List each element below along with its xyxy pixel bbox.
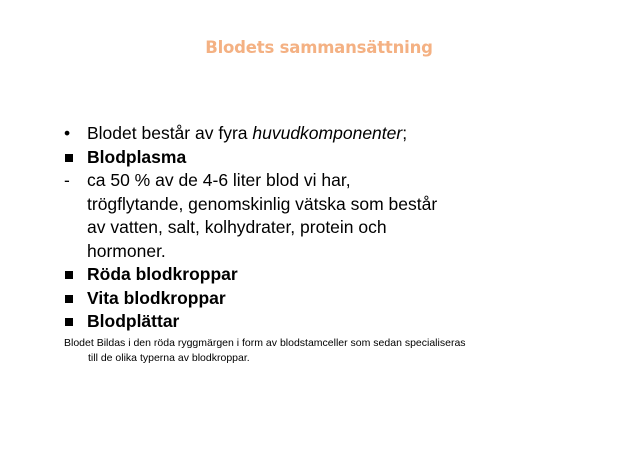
footnote: Blodet Bildas i den röda ryggmärgen i form av blodstamceller som sedan specialiseras till de olika typerna av blodkroppar. xyxy=(64,336,466,364)
dash-marker: - xyxy=(64,170,70,190)
intro-text xyxy=(64,122,604,146)
intro-lead: Blodet består av fyra xyxy=(87,123,253,143)
intro-trail: ; xyxy=(402,123,408,143)
square-bullet-icon xyxy=(65,271,73,279)
plasma-description-text: ca 50 % av de 4-6 liter blod vi har, trögflytande, genomskinlig vätska som består av vatten, salt, kolhydrater, protein och hormoner. xyxy=(87,170,438,261)
slide-body xyxy=(64,122,604,366)
square-bullet-icon xyxy=(65,154,73,162)
square-bullet-icon xyxy=(65,295,73,303)
list-item-platelets xyxy=(64,310,604,334)
list-item-label: Vita blodkroppar xyxy=(87,287,226,308)
intro-emphasis: huvudkomponenter xyxy=(252,123,403,143)
list-item-plasma xyxy=(64,146,604,170)
list-item-label: Blodplättar xyxy=(87,311,180,331)
intro-bullet-line xyxy=(64,122,604,146)
list-item-label: Blodplasma xyxy=(87,146,187,167)
bullet-marker: • xyxy=(64,123,71,143)
plasma-description xyxy=(64,169,604,263)
list-item-rbc xyxy=(64,263,604,287)
slide-title: Blodets sammansättning xyxy=(205,38,433,57)
square-bullet-icon xyxy=(65,318,73,326)
list-item-label: Röda blodkroppar xyxy=(87,264,238,284)
list-item-wbc xyxy=(64,287,604,311)
